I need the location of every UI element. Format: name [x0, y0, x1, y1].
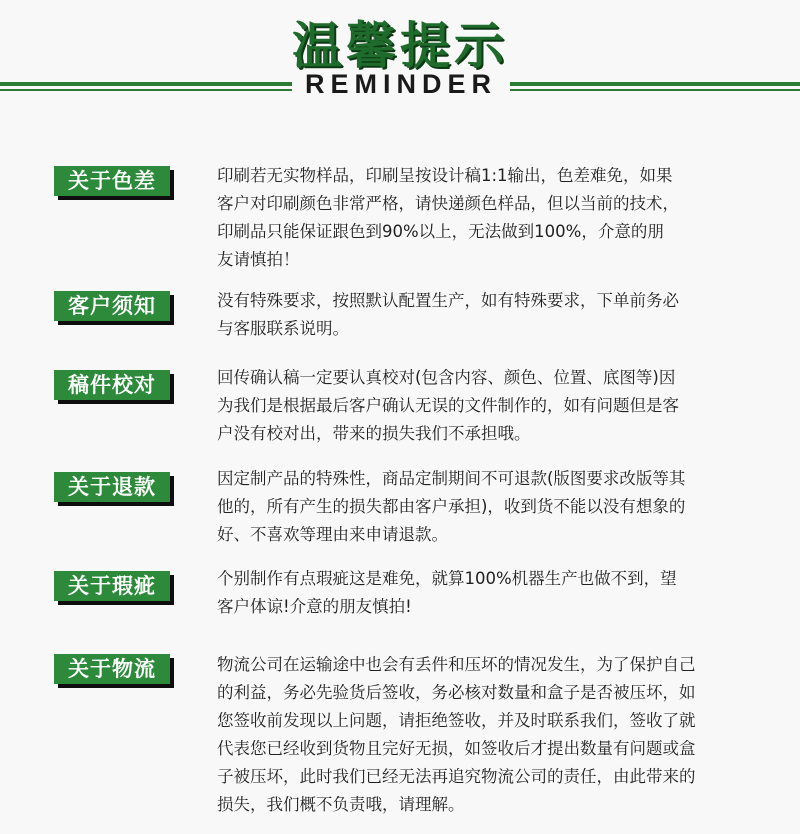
- badge-label: 关于色差: [54, 166, 170, 196]
- section-badge: [54, 291, 174, 325]
- section-badge: [54, 654, 174, 688]
- badge-label: 客户须知: [54, 291, 170, 321]
- badge-label: 关于瑕疵: [54, 571, 170, 601]
- section-badge: [54, 472, 174, 506]
- section-text: 物流公司在运输途中也会有丢件和压坏的情况发生，为了保护自己 的利益，务必先验货后签收，务必核对数量和盒子是否被压坏，如 您签收前发现以上问题，请拒绝签收，并及时联系我们，签收了就 代表您已经收到货物且完好无损，如签收后才提出数量有问题或盒 子被压坏，此时我们已经无法再追究物流公司的责任，由此带来的 损失，我们概不负责哦，请理解。: [217, 655, 696, 814]
- title-rule-right: [510, 82, 800, 86]
- page-title: 温馨提示: [292, 17, 508, 75]
- section-badge: [54, 571, 174, 605]
- section-text: 个别制作有点瑕疵这是难免，就算100%机器生产也做不到，望 客户体谅!介意的朋友慎拍!: [217, 569, 677, 616]
- section-badge: [54, 370, 174, 404]
- badge-label: 关于退款: [54, 472, 170, 502]
- section-badge: [54, 166, 174, 200]
- badge-label: 关于物流: [54, 654, 170, 684]
- title-rule-left: [0, 82, 292, 86]
- section-text: 因定制产品的特殊性，商品定制期间不可退款(版图要求改版等其 他的，所有产生的损失都由客户承担)，收到货不能以没有想象的 好、不喜欢等理由来申请退款。: [217, 469, 686, 544]
- section-text: 没有特殊要求，按照默认配置生产，如有特殊要求，下单前务必 与客服联系说明。: [217, 291, 679, 338]
- section-text: 回传确认稿一定要认真校对(包含内容、颜色、位置、底图等)因 为我们是根据最后客户确认无误的文件制作的，如有问题但是客 户没有校对出，带来的损失我们不承担哦。: [217, 368, 679, 443]
- page-subtitle: REMINDER: [304, 69, 497, 99]
- header: [0, 0, 800, 110]
- badge-label: 稿件校对: [54, 370, 170, 400]
- section-text: 印刷若无实物样品，印刷呈按设计稿1:1输出，色差难免，如果 客户对印刷颜色非常严格，请快递颜色样品，但以当前的技术， 印刷品只能保证跟色到90%以上，无法做到100%，介意的朋 友请慎拍！: [217, 166, 679, 269]
